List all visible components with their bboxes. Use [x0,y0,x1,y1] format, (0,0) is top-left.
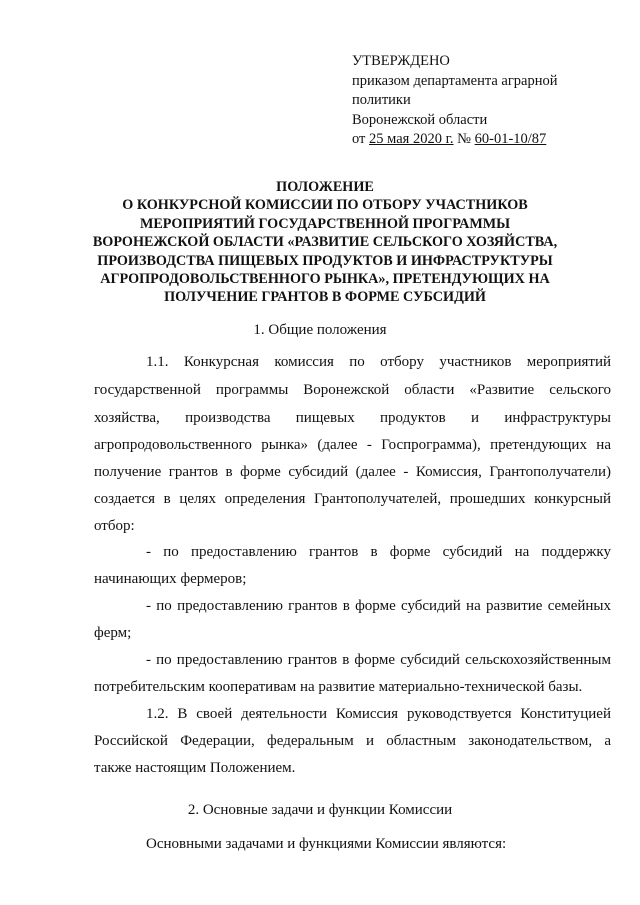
approval-order-date: 25 мая 2020 г. [369,131,454,147]
paragraph-1-1-line: отбор: [94,518,135,534]
title-line: ПОЛУЧЕНИЕ ГРАНТОВ В ФОРМЕ СУБСИДИЙ [164,289,486,306]
section-2-heading: 2. Основные задачи и функции Комиссии [187,802,453,818]
approval-block [352,52,602,150]
paragraph-1-2-line: также настоящим Положением. [94,760,296,776]
approval-heading: УТВЕРЖДЕНО [352,53,450,69]
bullet-line: - по предоставлению грантов в форме субсидий на поддержку [146,544,611,560]
approval-order-issuer-cont: политики [352,92,411,108]
title-line: ВОРОНЕЖСКОЙ ОБЛАСТИ «РАЗВИТИЕ СЕЛЬСКОГО ХОЗЯЙСТВА, [92,234,558,251]
title-line: МЕРОПРИЯТИЙ ГОСУДАРСТВЕННОЙ ПРОГРАММЫ [139,215,511,232]
approval-order-line [352,130,602,150]
section-2-intro: Основными задачами и функциями Комиссии являются: [146,836,507,852]
title-line: АГРОПРОДОВОЛЬСТВЕННОГО РЫНКА», ПРЕТЕНДУЮЩИХ НА [100,271,550,288]
bullet-line: - по предоставлению грантов в форме субсидий на развитие семейных [146,598,611,614]
paragraph-1-1-line: хозяйства, производства пищевых продуктов и инфраструктуры [94,410,611,426]
bullet-line: начинающих фермеров; [94,571,247,587]
document-title [90,178,560,307]
approval-order-issuer: приказом департамента аграрной [352,72,558,89]
approval-region: Воронежской области [352,111,488,128]
paragraph-1-2-line: Российской Федерации, федеральным и областным законодательством, а [94,733,611,749]
paragraph-1-1-line: государственной программы Воронежской области «Развитие сельского [94,382,611,398]
paragraph-1-1-line: агропродовольственного рынка» (далее - Госпрограмма), претендующих на [94,437,611,453]
bullet-line: - по предоставлению грантов в форме субсидий сельскохозяйственным [146,652,611,668]
approval-order-prefix: от [352,131,370,147]
title-line: ПРОИЗВОДСТВА ПИЩЕВЫХ ПРОДУКТОВ И ИНФРАСТРУКТУРЫ [97,252,553,269]
bullet-line: ферм; [94,625,132,641]
section-1-heading: 1. Общие положения [253,322,387,338]
paragraph-1-2-line: 1.2. В своей деятельности Комиссия руководствуется Конституцией [146,706,611,722]
title-line: О КОНКУРСНОЙ КОМИССИИ ПО ОТБОРУ УЧАСТНИКОВ [122,197,528,214]
bullet-line: потребительским кооперативам на развитие материально-технической базы. [94,679,583,695]
paragraph-1-1-line: 1.1. Конкурсная комиссия по отбору участников мероприятий [146,354,611,370]
approval-order-number: 60-01-10/87 [474,131,547,147]
paragraph-1-1-line: получение грантов в форме субсидий (далее - Комиссия, Грантополучатели) [94,464,611,480]
paragraph-1-1-line: создается в целях определения Грантополучателей, прошедших конкурсный [94,491,611,507]
approval-order-no-label: № [453,131,475,147]
title-line: ПОЛОЖЕНИЕ [276,179,374,195]
